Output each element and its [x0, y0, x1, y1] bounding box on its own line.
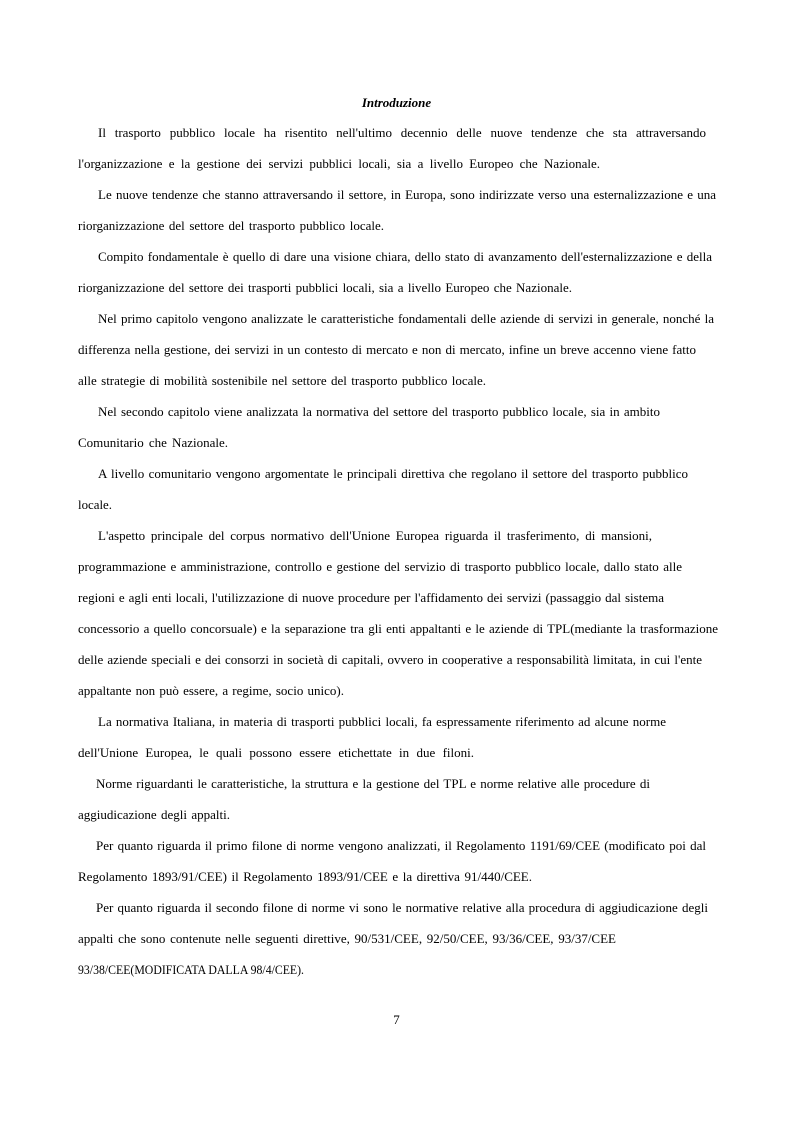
text-line: regioni e agli enti locali, l'utilizzazione di nuove procedure per l'affidamento dei servizi (passaggio dal sistema [78, 590, 664, 605]
text-line: programmazione e amministrazione, controllo e gestione del servizio di trasporto pubblico locale, dallo stato alle [78, 559, 682, 574]
text-line: Comunitario che Nazionale. [78, 435, 228, 450]
text-line: aggiudicazione degli appalti. [78, 807, 230, 822]
text-line: l'organizzazione e la gestione dei servizi pubblici locali, sia a livello Europeo che Nazionale. [78, 156, 600, 171]
text-line: Norme riguardanti le caratteristiche, la struttura e la gestione del TPL e norme relative alle procedure di [96, 776, 650, 791]
text-line: Nel primo capitolo vengono analizzate le caratteristiche fondamentali delle aziende di servizi in generale, nonché la [98, 311, 714, 326]
text-line: L'aspetto principale del corpus normativo dell'Unione Europea riguarda il trasferimento, di mansioni, [98, 528, 652, 543]
text-line: Nel secondo capitolo viene analizzata la normativa del settore del trasporto pubblico locale, sia in ambito [98, 404, 660, 419]
text-line: 93/38/CEE(MODIFICATA DALLA 98/4/CEE). [78, 962, 304, 977]
text-line: dell'Unione Europea, le quali possono essere etichettate in due filoni. [78, 745, 474, 760]
text-line: delle aziende speciali e dei consorzi in società di capitali, ovvero in cooperative a responsabilità limitata, in cui l'ente [78, 652, 702, 667]
text-line: Il trasporto pubblico locale ha risentito nell'ultimo decennio delle nuove tendenze che sta attraversando [98, 125, 706, 140]
text-line: La normativa Italiana, in materia di trasporti pubblici locali, fa espressamente riferimento ad alcune norme [98, 714, 666, 729]
text-line: appalti che sono contenute nelle seguenti direttive, 90/531/CEE, 92/50/CEE, 93/36/CEE, 93/37/CEE [78, 931, 616, 946]
text-line: alle strategie di mobilità sostenibile nel settore del trasporto pubblico locale. [78, 373, 486, 388]
text-line: Per quanto riguarda il secondo filone di norme vi sono le normative relative alla procedura di aggiudicazione degli [96, 900, 708, 915]
text-line: riorganizzazione del settore dei trasporti pubblici locali, sia a livello Europeo che Nazionale. [78, 280, 572, 295]
page-number: 7 [393, 1012, 400, 1027]
text-line: differenza nella gestione, dei servizi in un contesto di mercato e non di mercato, infine un breve accenno viene fatto [78, 342, 696, 357]
page-title: Introduzione [361, 95, 432, 110]
text-line: Regolamento 1893/91/CEE) il Regolamento 1893/91/CEE e la direttiva 91/440/CEE. [78, 869, 532, 884]
text-line: A livello comunitario vengono argomentate le principali direttiva che regolano il settore del trasporto pubblico [98, 466, 688, 481]
text-line: concessorio a quello concorsuale) e la separazione tra gli enti appaltanti e le aziende di TPL(mediante la trasformazione [78, 621, 718, 636]
text-line: riorganizzazione del settore del trasporto pubblico locale. [78, 218, 384, 233]
text-line: Per quanto riguarda il primo filone di norme vengono analizzati, il Regolamento 1191/69/CEE (modificato poi dal [96, 838, 706, 853]
text-line: Compito fondamentale è quello di dare una visione chiara, dello stato di avanzamento dell'esternalizzazione e della [98, 249, 712, 264]
text-line: appaltante non può essere, a regime, socio unico). [78, 683, 344, 698]
text-line: locale. [78, 497, 112, 512]
text-line: Le nuove tendenze che stanno attraversando il settore, in Europa, sono indirizzate verso una esternalizzazione e una [98, 187, 716, 202]
